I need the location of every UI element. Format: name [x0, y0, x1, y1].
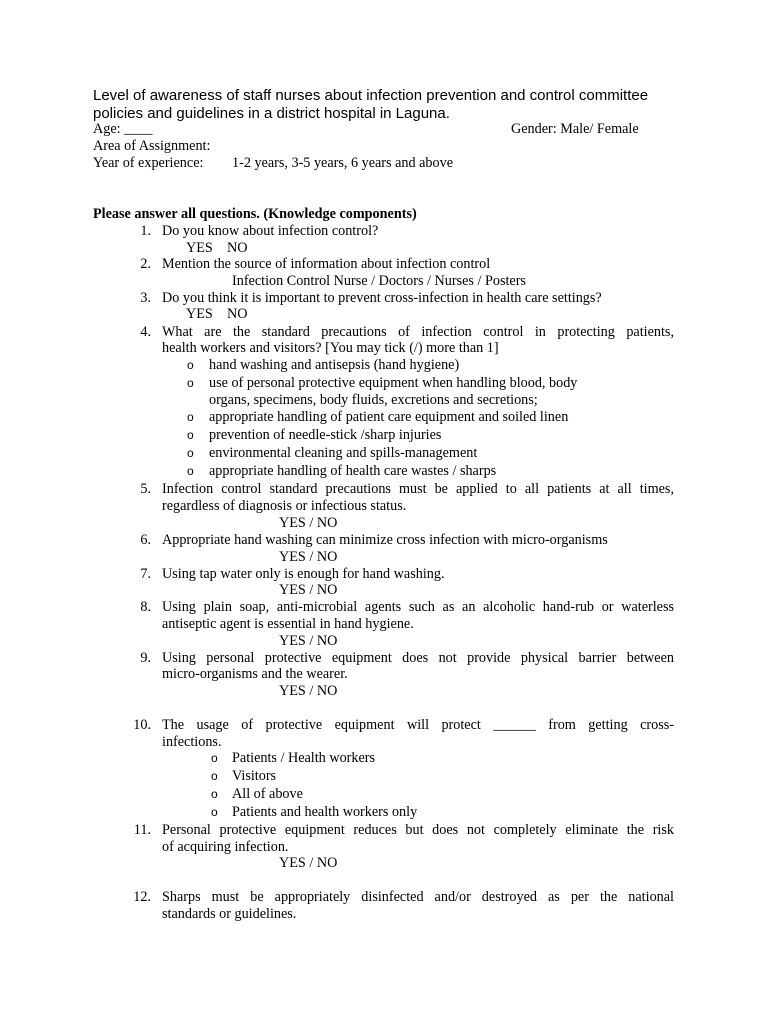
answer-options: Infection Control Nurse / Doctors / Nurses / Posters	[232, 273, 526, 289]
question-text-line-2: regardless of diagnosis or infectious status.	[162, 498, 407, 514]
question-number: 1.	[140, 223, 151, 239]
question-text: Do you think it is important to prevent cross-infection in health care settings?	[162, 290, 602, 306]
question-number: 8.	[140, 599, 151, 615]
option-text: Patients and health workers only	[232, 804, 418, 820]
question-text-line-2: health workers and visitors? [You may tick (/) more than 1]	[162, 340, 499, 356]
answer-options: YES / NO	[279, 855, 338, 871]
area-field: Area of Assignment:	[93, 138, 211, 154]
question-number: 11.	[133, 822, 151, 838]
question-number: 7.	[140, 566, 151, 582]
question-number: 12.	[133, 889, 151, 905]
gender-field: Gender: Male/ Female	[511, 121, 639, 137]
question-text: Appropriate hand washing can minimize cross infection with micro-organisms	[162, 532, 608, 548]
answer-options: YES / NO	[279, 515, 338, 531]
bullet-icon: o	[187, 410, 194, 424]
bullet-icon: o	[187, 428, 194, 442]
age-field: Age: ____	[93, 121, 153, 137]
question-text-line-2: antiseptic agent is essential in hand hygiene.	[162, 616, 414, 632]
question-text: Mention the source of information about infection control	[162, 256, 491, 272]
option-text: organs, specimens, body fluids, excretions and secretions;	[209, 392, 538, 408]
question-text: Using tap water only is enough for hand washing.	[162, 566, 445, 582]
question-text-line-1: The usage of protective equipment will protect ______ from getting cross-	[162, 717, 674, 733]
option-text: Patients / Health workers	[232, 750, 376, 766]
option-text: Visitors	[232, 768, 277, 784]
option-text: use of personal protective equipment when handling blood, body	[209, 375, 578, 391]
answer-options: YES NO	[186, 306, 248, 322]
instructions-heading: Please answer all questions. (Knowledge components)	[93, 206, 417, 222]
question-number: 2.	[140, 256, 151, 272]
bullet-icon: o	[211, 805, 218, 819]
bullet-icon: o	[211, 769, 218, 783]
survey-title: Level of awareness of staff nurses about infection prevention and control committee policies and guidelines in a district hospital in Laguna.	[93, 87, 649, 122]
answer-options: YES NO	[186, 240, 248, 256]
question-text-line-1: What are the standard precautions of infection control in protecting patients,	[162, 324, 674, 340]
option-text: prevention of needle-stick /sharp injuries	[209, 427, 442, 443]
question-text-line-1: Sharps must be appropriately disinfected and/or destroyed as per the national	[162, 889, 674, 905]
bullet-icon: o	[211, 751, 218, 765]
answer-options: YES / NO	[279, 582, 338, 598]
question-text-line-2: infections.	[162, 734, 222, 750]
experience-options: 1-2 years, 3-5 years, 6 years and above	[232, 155, 454, 171]
question-text: Do you know about infection control?	[162, 223, 379, 239]
answer-options: YES / NO	[279, 683, 338, 699]
question-text-line-2: micro-organisms and the wearer.	[162, 666, 348, 682]
question-text-line-1: Using plain soap, anti-microbial agents such as an alcoholic hand-rub or waterless	[162, 599, 674, 615]
question-number: 6.	[140, 532, 151, 548]
bullet-icon: o	[187, 358, 194, 372]
bullet-icon: o	[187, 446, 194, 460]
question-text-line-1: Infection control standard precautions must be applied to all patients at all times,	[162, 481, 674, 497]
answer-options: YES / NO	[279, 633, 338, 649]
option-text: environmental cleaning and spills-management	[209, 445, 478, 461]
question-number: 10.	[133, 717, 151, 733]
bullet-icon: o	[211, 787, 218, 801]
question-number: 9.	[140, 650, 151, 666]
option-text: hand washing and antisepsis (hand hygiene)	[209, 357, 460, 373]
question-text-line-2: of acquiring infection.	[162, 839, 289, 855]
question-text-line-2: standards or guidelines.	[162, 906, 297, 922]
question-text-line-1: Using personal protective equipment does not provide physical barrier between	[162, 650, 674, 666]
question-number: 3.	[140, 290, 151, 306]
question-text-line-1: Personal protective equipment reduces but does not completely eliminate the risk	[162, 822, 674, 838]
question-number: 5.	[140, 481, 151, 497]
experience-label: Year of experience:	[93, 155, 204, 171]
answer-options: YES / NO	[279, 549, 338, 565]
option-text: All of above	[232, 786, 303, 802]
bullet-icon: o	[187, 376, 194, 390]
question-number: 4.	[140, 324, 151, 340]
option-text: appropriate handling of patient care equipment and soiled linen	[209, 409, 569, 425]
bullet-icon: o	[187, 464, 194, 478]
option-text: appropriate handling of health care wastes / sharps	[209, 463, 497, 479]
